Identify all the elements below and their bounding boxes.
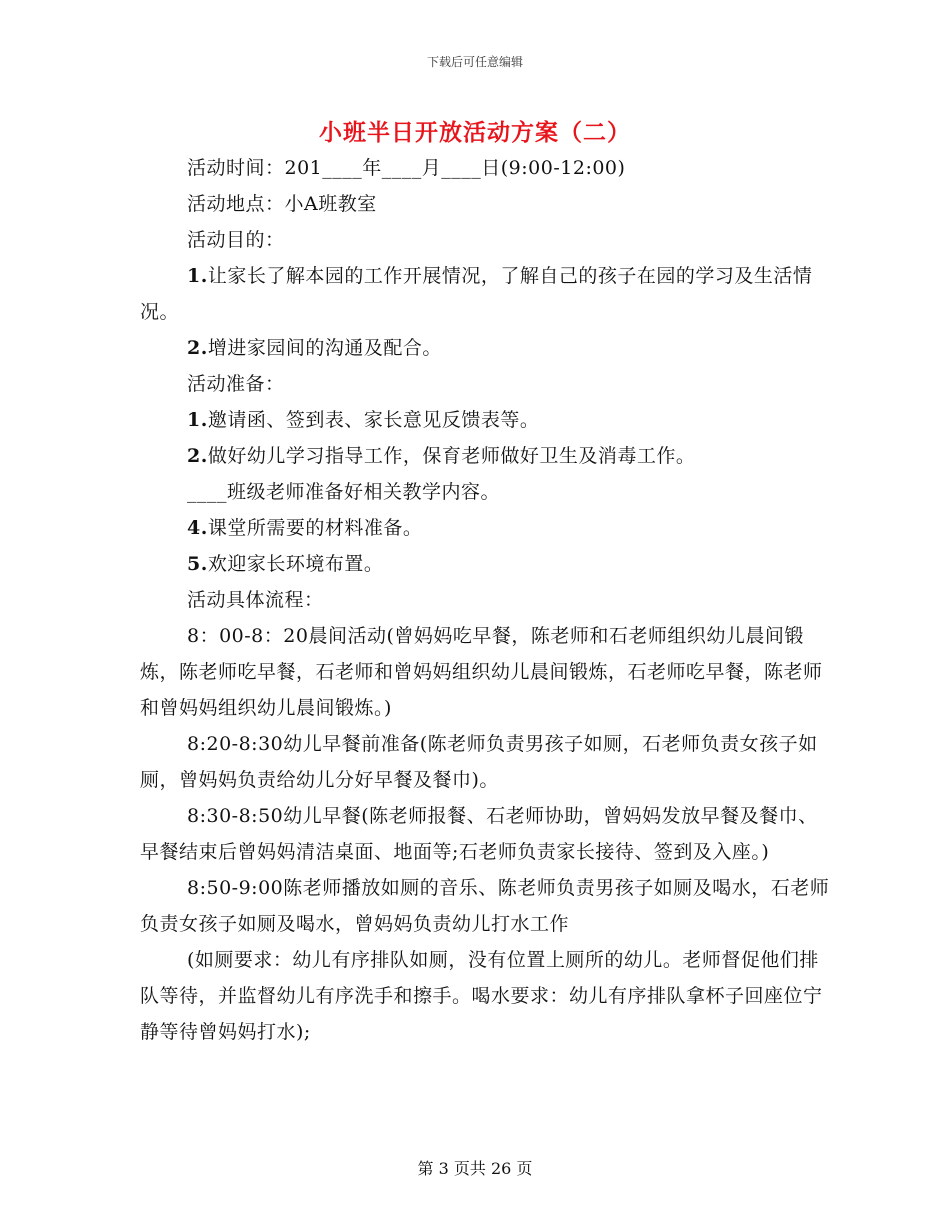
item-number: 1.: [187, 265, 208, 287]
item-number: 2.: [187, 337, 208, 359]
paragraph: [140, 582, 830, 618]
paragraph: [140, 474, 830, 510]
paragraph: [140, 222, 830, 258]
paragraph-text: (如厕要求：幼儿有序排队如厕，没有位置上厕所的幼儿。老师督促他们排队等待，并监督幼儿有序洗手和擦手。喝水要求：幼儿有序排队拿杯子回座位宁静等待曾妈妈打水);: [140, 949, 823, 1043]
paragraph-text: 8:20-8:30幼儿早餐前准备(陈老师负责男孩子如厕，石老师负责女孩子如厕，曾妈妈负责给幼儿分好早餐及餐巾)。: [140, 733, 818, 791]
paragraph-text: 活动地点：小A班教室: [187, 193, 377, 215]
paragraph-text: 增进家园间的沟通及配合。: [207, 337, 442, 359]
paragraph: [140, 438, 830, 474]
paragraph: [140, 870, 830, 942]
paragraph-text: 欢迎家长环境布置。: [207, 553, 384, 575]
paragraph-text: 让家长了解本园的工作开展情况，了解自己的孩子在园的学习及生活情况。: [140, 265, 813, 323]
paragraph: [140, 546, 830, 582]
document-title: 小班半日开放活动方案（二）: [319, 119, 631, 146]
paragraph: [140, 150, 830, 186]
paragraph-text: 8:50-9:00陈老师播放如厕的音乐、陈老师负责男孩子如厕及喝水，石老师负责女孩子如厕及喝水，曾妈妈负责幼儿打水工作: [140, 877, 830, 935]
page-number: 第 3 页共 26 页: [417, 1159, 533, 1178]
paragraph: [140, 258, 830, 330]
page-header-note: 下载后可任意编辑: [426, 55, 523, 69]
paragraph-text: 活动具体流程：: [187, 589, 324, 611]
paragraph: [140, 726, 830, 798]
document-body: [140, 150, 830, 1050]
paragraph-text: 活动准备：: [187, 373, 285, 395]
paragraph-text: 8:30-8:50幼儿早餐(陈老师报餐、石老师协助，曾妈妈发放早餐及餐巾、早餐结束后曾妈妈清洁桌面、地面等;石老师负责家长接待、签到及入座。): [140, 805, 818, 863]
paragraph-text: 活动目的：: [187, 229, 285, 251]
paragraph-text: ____班级老师准备好相关教学内容。: [187, 481, 501, 503]
item-number: 4.: [187, 517, 208, 539]
paragraph: [140, 510, 830, 546]
paragraph: [140, 366, 830, 402]
item-number: 2.: [187, 445, 208, 467]
paragraph: [140, 618, 830, 726]
paragraph: [140, 330, 830, 366]
paragraph: [140, 402, 830, 438]
item-number: 5.: [187, 553, 208, 575]
paragraph: [140, 186, 830, 222]
item-number: 1.: [187, 409, 208, 431]
paragraph: [140, 942, 830, 1050]
paragraph-text: 做好幼儿学习指导工作，保育老师做好卫生及消毒工作。: [207, 445, 696, 467]
paragraph-text: 8：00-8：20晨间活动(曾妈妈吃早餐，陈老师和石老师组织幼儿晨间锻炼，陈老师吃早餐，石老师和曾妈妈组织幼儿晨间锻炼，石老师吃早餐，陈老师和曾妈妈组织幼儿晨间锻炼。): [140, 625, 823, 719]
paragraph-text: 活动时间：201____年____月____日(9:00-12:00): [187, 157, 626, 179]
paragraph: [140, 798, 830, 870]
paragraph-text: 邀请函、签到表、家长意见反馈表等。: [207, 409, 540, 431]
paragraph-text: 课堂所需要的材料准备。: [207, 517, 423, 539]
